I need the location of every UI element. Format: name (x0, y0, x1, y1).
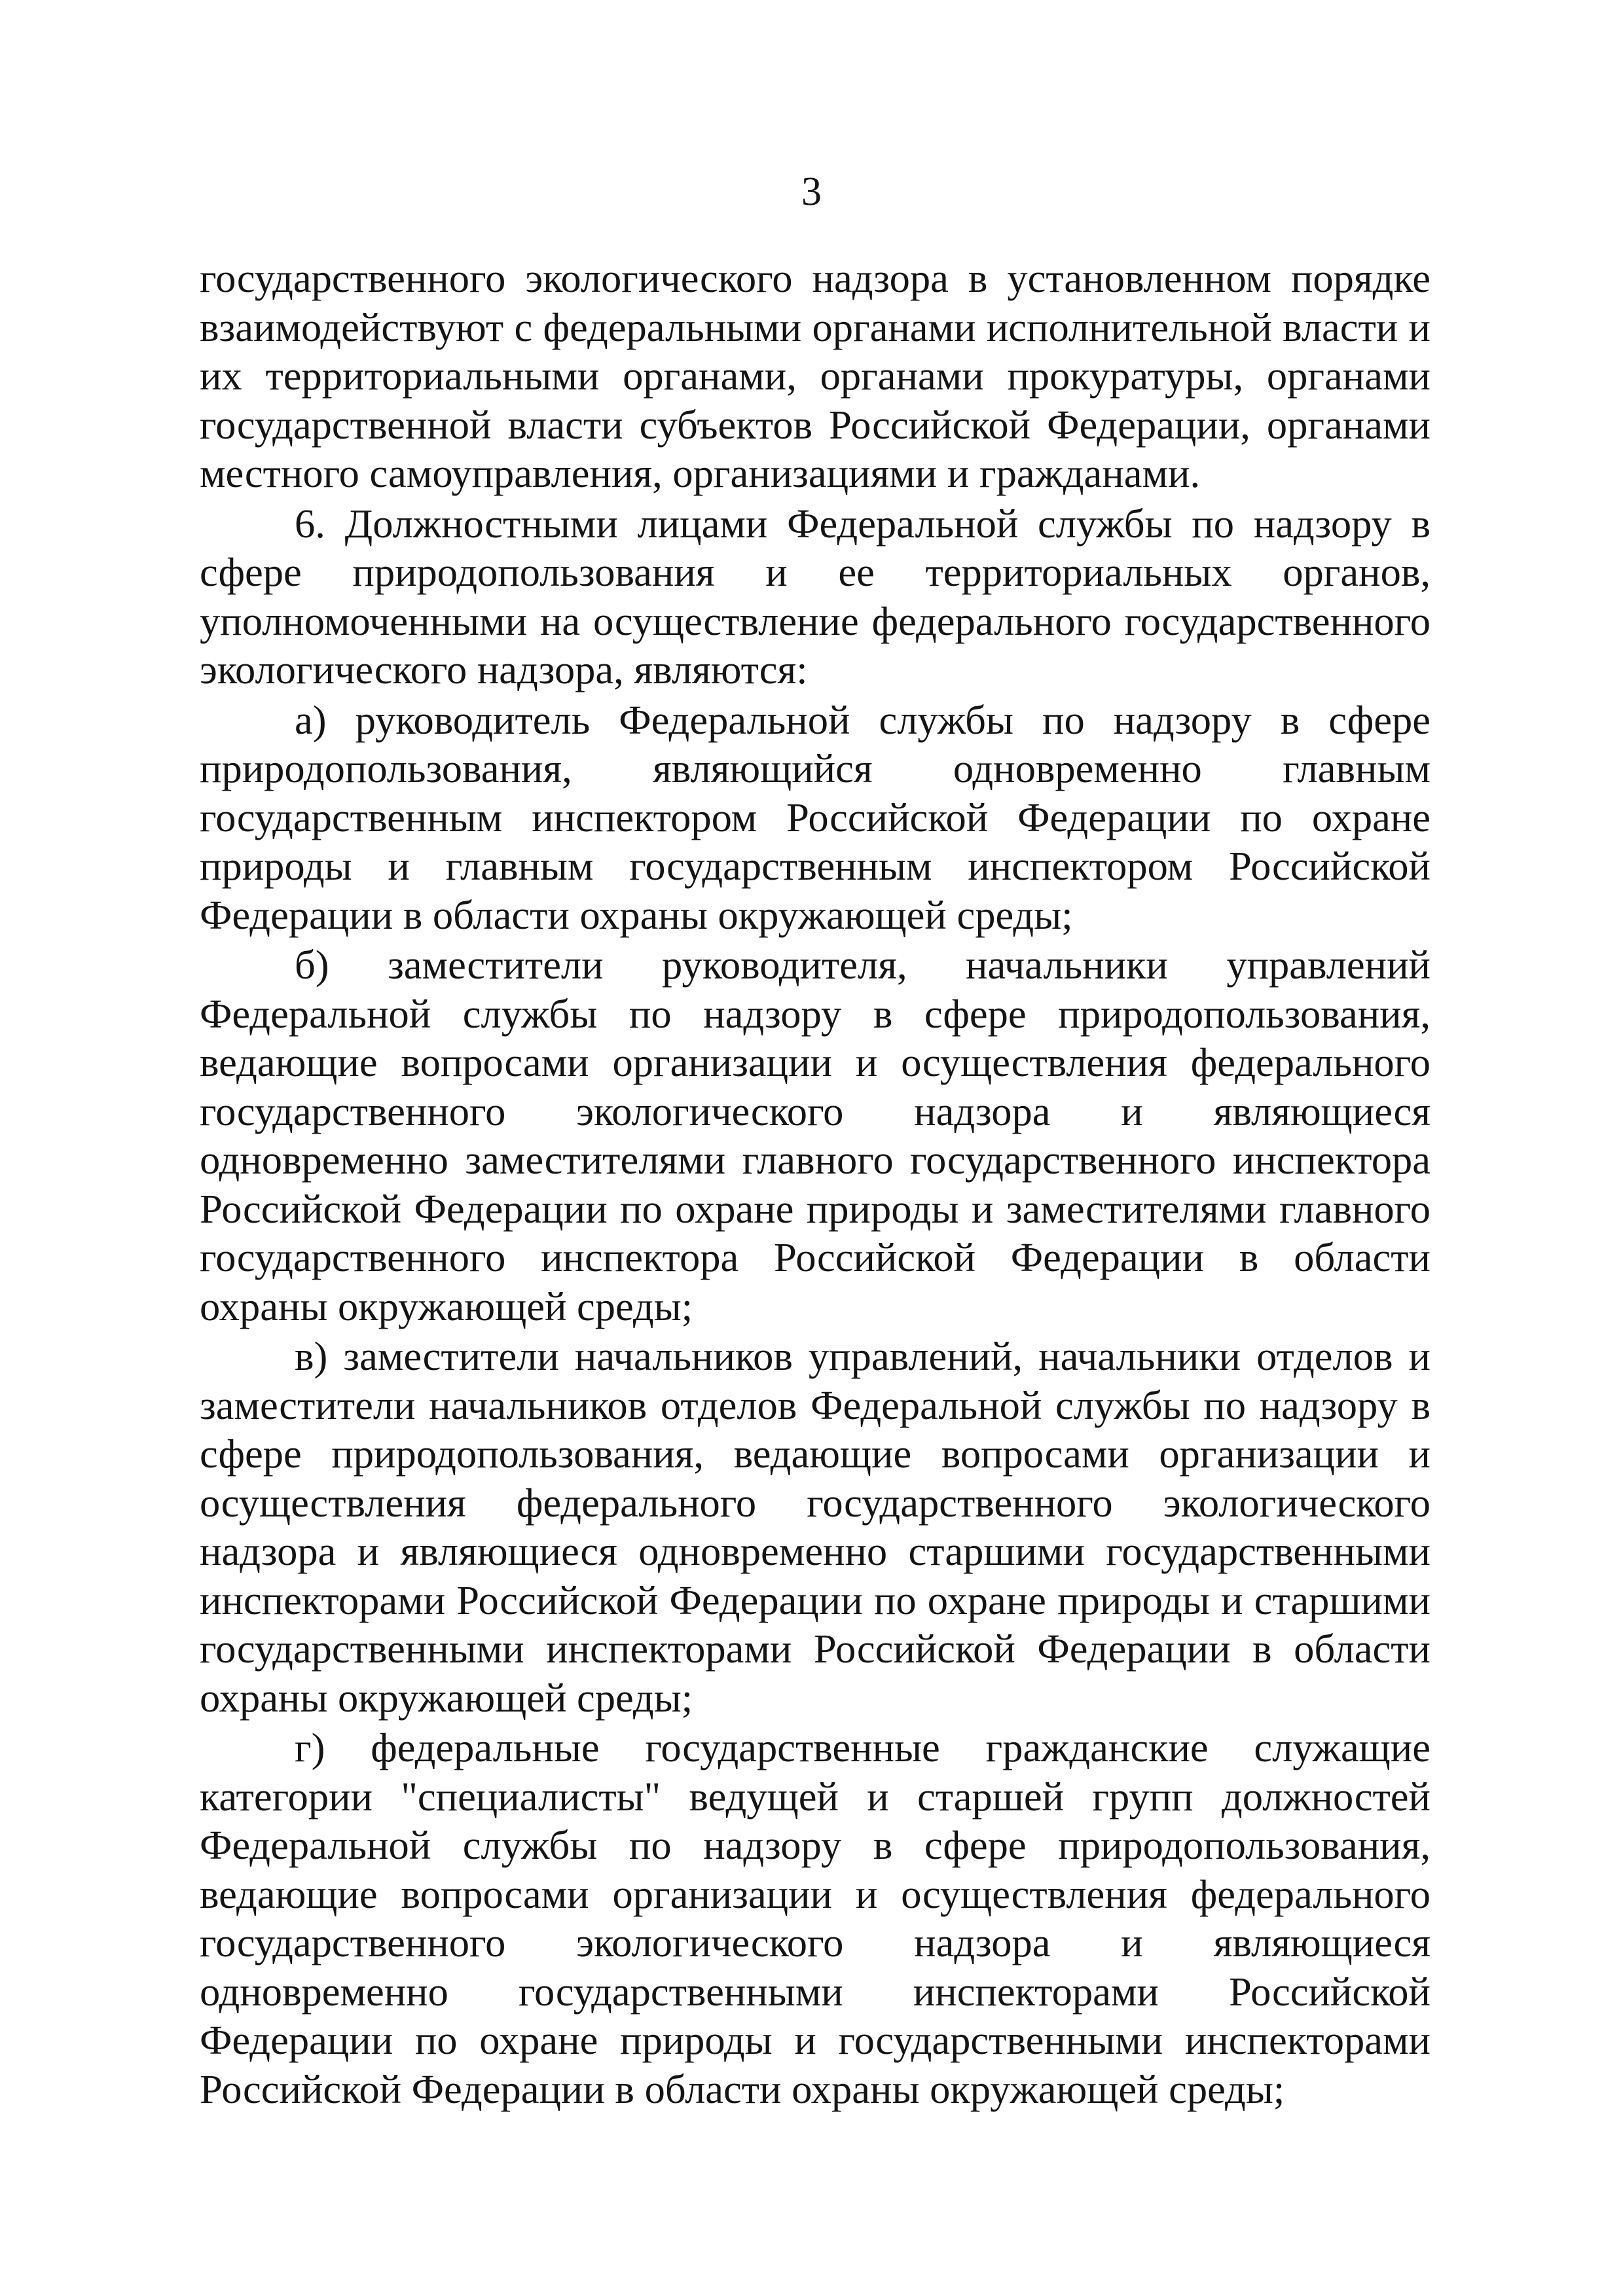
page-number: 3 (801, 170, 822, 214)
paragraph-subitem-a: а) руководитель Федеральной службы по надзору в сфере природопользования, являющийся одновременно главным государственным инспектором Российской Федерации по охране природы и главным государственным инспектором Российской Федерации в области охраны окружающей среды; (200, 696, 1431, 938)
paragraph-continuation: государственного экологического надзора в установленном порядке взаимодействуют с федеральными органами исполнительной власти и их территориальными органами, органами прокуратуры, органами государственной власти субъектов Российской Федерации, органами местного самоуправления, организациями и гражданами. (200, 255, 1431, 496)
paragraph-subitem-b: б) заместители руководителя, начальники управлений Федеральной службы по надзору в сфере природопользования, ведающие вопросами организации и осуществления федерального государственного экологического надзора и являющиеся одновременно заместителями главного государственного инспектора Российской Федерации по охране природы и заместителями главного государственного инспектора Российской Федерации в области охраны окружающей среды; (200, 942, 1431, 1329)
paragraph-subitem-g: г) федеральные государственные гражданские служащие категории "специалисты" ведущей и старшей групп должностей Федеральной службы по надзору в сфере природопользования, ведающие вопросами организации и осуществления федерального государственного экологического надзора и являющиеся одновременно государственными инспекторами Российской Федерации по охране природы и государственными инспекторами Российской Федерации в области охраны окружающей среды; (200, 1725, 1431, 2112)
paragraph-subitem-v: в) заместители начальников управлений, начальники отделов и заместители начальников отделов Федеральной службы по надзору в сфере природопользования, ведающие вопросами организации и осуществления федерального государственного экологического надзора и являющиеся одновременно старшими государственными инспекторами Российской Федерации по охране природы и старшими государственными инспекторами Российской Федерации в области охраны окружающей среды; (200, 1333, 1431, 1721)
document-body (200, 254, 1431, 2115)
paragraph-item-6: 6. Должностными лицами Федеральной службы по надзору в сфере природопользования и ее территориальных органов, уполномоченными на осуществление федерального государственного экологического надзора, являются: (200, 500, 1431, 692)
